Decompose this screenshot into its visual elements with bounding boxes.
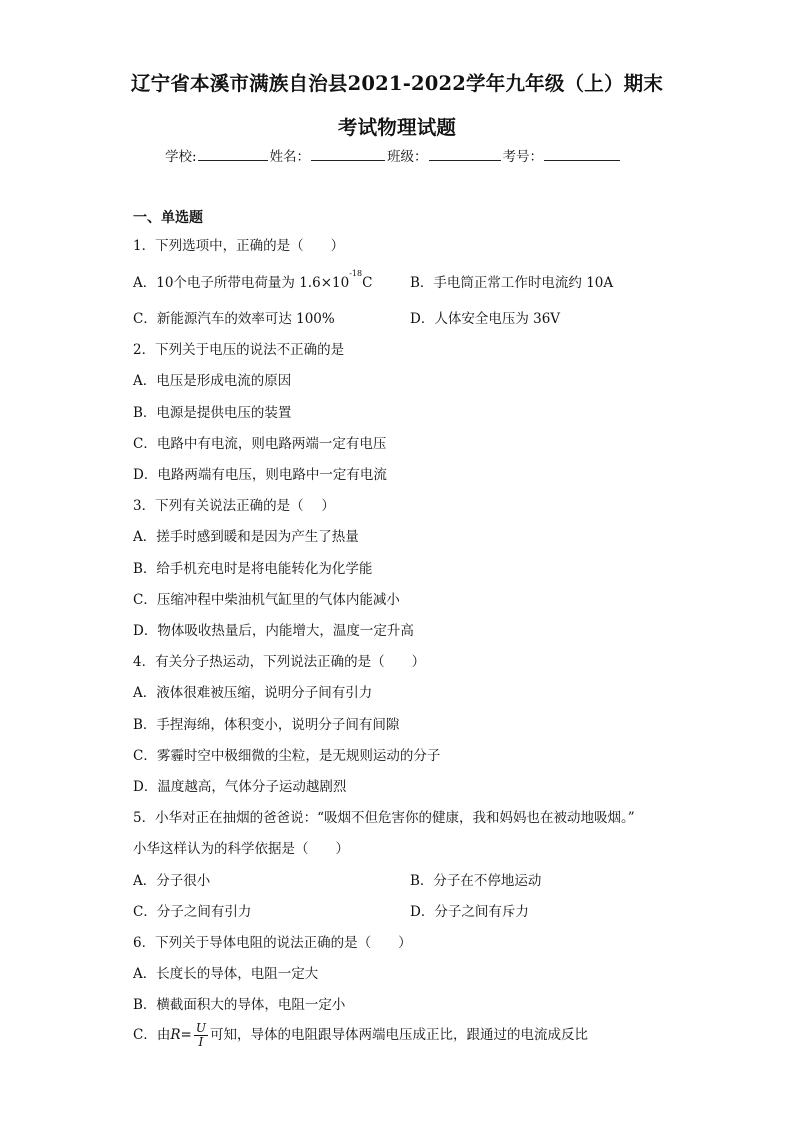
q6-option-c-text: 可知，导体的电阻跟导体两端电压成正比，跟通过的电流成反比	[209, 1027, 588, 1043]
q3-option-d: D．物体吸收热量后，内能增大，温度一定升高	[133, 623, 414, 639]
q4-option-b: B．手捏海绵，体积变小，说明分子间有间隙	[133, 717, 400, 733]
q1-stem: 1．下列选项中，正确的是（ ）	[133, 238, 345, 254]
document-title-line1: 辽宁省本溪市满族自治县2021-2022学年九年级（上）期末	[130, 72, 664, 95]
school-label: 学校:	[165, 149, 197, 165]
formula-equals: =	[180, 1027, 192, 1043]
formula-numerator: U	[195, 1021, 206, 1035]
q6-stem: 6．下列关于导体电阻的说法正确的是（ ）	[133, 935, 412, 951]
section-heading: 一、单选题	[133, 210, 203, 226]
q3-option-b: B．给手机充电时是将电能转化为化学能	[133, 561, 373, 577]
formula-fraction	[194, 1022, 208, 1049]
q5-option-c: C．分子之间有引力	[133, 904, 252, 920]
q3-option-a: A．搓手时感到暖和是因为产生了热量	[133, 529, 359, 545]
q5-stem-line1: 5．小华对正在抽烟的爸爸说：“吸烟不但危害你的健康，我和妈妈也在被动地吸烟。”	[133, 810, 635, 826]
q4-option-d: D．温度越高，气体分子运动越剧烈	[133, 779, 347, 795]
document-title-line2: 考试物理试题	[337, 116, 457, 139]
q1-option-c: C．新能源汽车的效率可达 100%	[133, 311, 335, 327]
q1-option-b: B．手电筒正常工作时电流约 10A	[410, 275, 614, 291]
q4-option-c: C．雾霾时空中极细微的尘粒，是无规则运动的分子	[133, 748, 441, 764]
name-label: 姓名：	[269, 149, 311, 165]
q2-option-d: D．电路两端有电压，则电路中一定有电流	[133, 467, 387, 483]
class-blank[interactable]	[429, 146, 501, 161]
q1-option-a	[133, 271, 372, 291]
formula-denominator: I	[198, 1035, 204, 1049]
formula-r: R	[170, 1027, 181, 1043]
q5-stem-line2: 小华这样认为的科学依据是（ ）	[133, 841, 349, 857]
student-info-row	[165, 145, 622, 165]
class-label: 班级：	[387, 149, 428, 165]
number-label: 考号：	[502, 149, 544, 165]
q5-option-b: B．分子在不停地运动	[410, 873, 542, 889]
q1-option-a-exponent: -18	[349, 269, 363, 278]
q1-option-a-unit: C	[362, 275, 373, 291]
q3-option-c: C．压缩冲程中柴油机气缸里的气体内能减小	[133, 592, 400, 608]
name-blank[interactable]	[311, 146, 385, 161]
q4-stem: 4．有关分子热运动，下列说法正确的是（ ）	[133, 654, 426, 670]
q2-stem: 2．下列关于电压的说法不正确的是	[133, 342, 345, 358]
q3-stem: 3．下列有关说法正确的是（ ）	[133, 498, 335, 514]
q6-option-a: A．长度长的导体，电阻一定大	[133, 966, 319, 982]
q2-option-b: B．电源是提供电压的装置	[133, 405, 292, 421]
q1-option-d: D．人体安全电压为 36V	[410, 311, 561, 327]
number-blank[interactable]	[544, 146, 620, 161]
q6-option-b: B．横截面积大的导体，电阻一定小	[133, 997, 346, 1013]
q5-option-a: A．分子很小	[133, 873, 211, 889]
q2-option-c: C．电路中有电流，则电路两端一定有电压	[133, 436, 387, 452]
q5-option-d: D．分子之间有斥力	[410, 904, 529, 920]
q6-option-c-prefix: C．由	[133, 1027, 171, 1043]
q2-option-a: A．电压是形成电流的原因	[133, 373, 292, 389]
q4-option-a: A．液体很难被压缩，说明分子间有引力	[133, 685, 373, 701]
q1-option-a-text: A．10个电子所带电荷量为 1.6×10	[133, 275, 350, 291]
q6-option-c	[133, 1022, 588, 1049]
school-blank[interactable]	[198, 146, 268, 161]
